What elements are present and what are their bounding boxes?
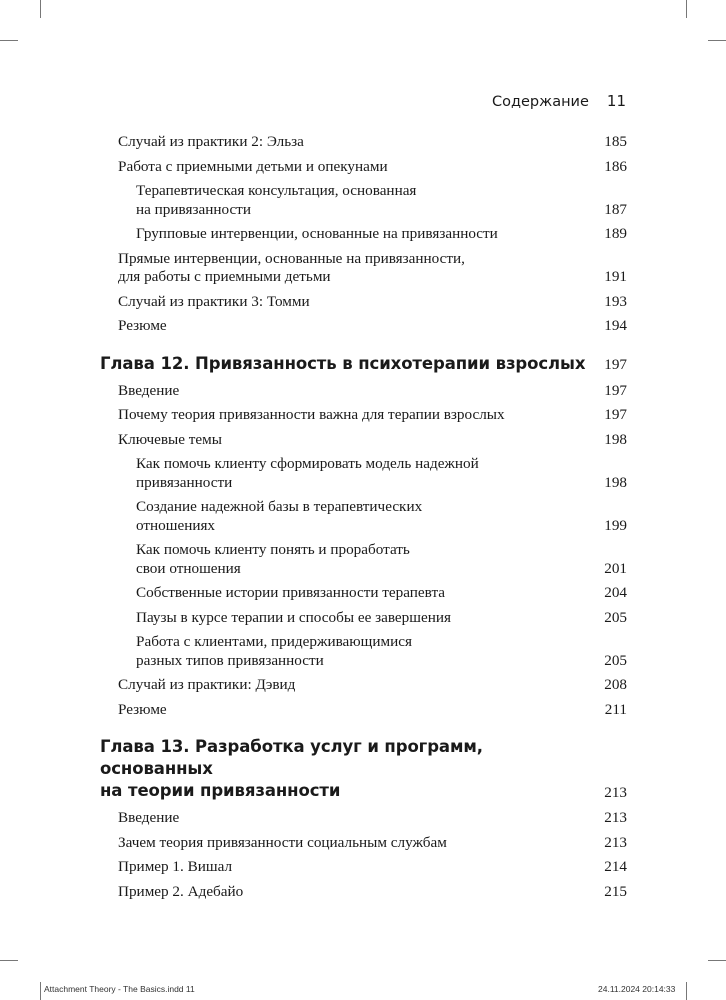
toc-entry-page: 186 [604, 157, 627, 175]
toc-entry-title: Пример 2. Адебайо [118, 882, 244, 900]
toc-entry[interactable] [100, 829, 627, 854]
toc-entry-title: Введение [118, 381, 180, 399]
toc-entry-page: 213 [604, 833, 627, 851]
crop-mark [708, 960, 726, 961]
toc-entry-page: 201 [604, 559, 627, 577]
toc-entry[interactable] [100, 377, 627, 402]
toc-chapter-entry[interactable] [100, 337, 627, 377]
toc-entry[interactable] [100, 312, 627, 337]
toc-entry-page: 205 [604, 651, 627, 669]
toc-entry[interactable] [100, 878, 627, 903]
toc-entry-page: 205 [604, 608, 627, 626]
toc-entry-title: Работа с приемными детьми и опекунами [118, 157, 388, 175]
toc-entry-page: 187 [604, 200, 627, 218]
toc-entry-title: Глава 12. Привязанность в психотерапии взрослых [100, 353, 586, 373]
toc-entry-title: Прямые интервенции, основанные на привязанности, для работы с приемными детьми [118, 249, 465, 285]
toc-entry[interactable] [100, 579, 627, 604]
toc-entry-title: Резюме [118, 317, 167, 334]
footer-timestamp: 24.11.2024 20:14:33 [598, 984, 676, 994]
toc-entry-title: Почему теория привязанности важна для терапии взрослых [118, 406, 505, 423]
toc-entry-title: Как помочь клиенту понять и проработать свои отношения [136, 541, 410, 577]
toc-entry[interactable] [100, 220, 627, 245]
toc-entry-page: 214 [604, 858, 627, 875]
toc-entry-page: 185 [604, 133, 627, 150]
toc-entry[interactable] [100, 804, 627, 829]
toc-entry[interactable] [100, 536, 627, 579]
crop-mark [686, 982, 687, 1000]
toc-entry-page: 204 [604, 584, 627, 601]
crop-mark [708, 40, 726, 41]
toc-entry[interactable] [100, 245, 627, 288]
crop-mark [40, 982, 41, 1000]
running-head [492, 92, 626, 110]
toc-entry-title: Собственные истории привязанности терапевта [136, 584, 446, 601]
toc-entry[interactable] [100, 426, 627, 451]
toc-entry-title: Случай из практики: Дэвид [118, 676, 296, 693]
toc-entry-title: Случай из практики 3: Томми [118, 292, 310, 310]
toc-entry-page: 211 [604, 700, 627, 718]
toc-entry[interactable] [100, 853, 627, 878]
toc-entry[interactable] [100, 450, 627, 493]
toc-entry-title: Пример 1. Вишал [118, 858, 233, 875]
toc-entry[interactable] [100, 696, 627, 721]
toc-entry-title: Групповые интервенции, основанные на привязанности [136, 225, 498, 242]
toc-entry-title: Терапевтическая консультация, основанная на привязанности [136, 182, 417, 218]
toc-entry-page: 197 [604, 381, 627, 399]
toc-entry[interactable] [100, 671, 627, 696]
toc-chapter-entry[interactable] [100, 720, 627, 804]
toc-entry-page: 194 [604, 317, 627, 334]
toc-entry-page: 213 [604, 809, 627, 826]
toc-entry-page: 197 [604, 356, 627, 373]
toc-entry-page: 208 [604, 676, 627, 693]
toc-entry-page: 199 [604, 516, 627, 534]
toc-entry-title: Глава 13. Разработка услуг и программ, основанных на теории привязанности [100, 737, 483, 800]
toc-entry-page: 213 [604, 783, 627, 801]
toc-entry-title: Случай из практики 2: Эльза [118, 133, 304, 150]
toc-entry-title: Работа с клиентами, придерживающимися разных типов привязанности [136, 633, 412, 669]
toc-entry[interactable] [100, 604, 627, 629]
toc-entry-page: 193 [604, 292, 627, 310]
crop-mark [0, 40, 18, 41]
toc-entry-title: Введение [118, 809, 180, 826]
footer-file-name: Attachment Theory - The Basics.indd 11 [44, 984, 195, 994]
toc-entry[interactable] [100, 128, 627, 153]
toc-entry[interactable] [100, 288, 627, 313]
page-number: 11 [606, 92, 626, 110]
running-head-label: Содержание [491, 94, 589, 110]
table-of-contents [100, 128, 627, 902]
toc-entry[interactable] [100, 493, 627, 536]
toc-entry-page: 198 [604, 473, 627, 491]
toc-entry[interactable] [100, 153, 627, 178]
toc-entry-title: Создание надежной базы в терапевтических отношениях [136, 498, 423, 534]
toc-entry-page: 198 [604, 430, 627, 448]
toc-entry-title: Резюме [118, 700, 167, 718]
crop-mark [40, 0, 41, 18]
toc-entry-title: Ключевые темы [118, 430, 222, 448]
toc-entry-page: 189 [604, 225, 627, 242]
toc-entry[interactable] [100, 177, 627, 220]
toc-entry[interactable] [100, 401, 627, 426]
toc-entry-page: 197 [604, 406, 627, 423]
toc-entry-title: Зачем теория привязанности социальным службам [118, 833, 447, 851]
crop-mark [0, 960, 18, 961]
toc-entry-page: 191 [604, 268, 627, 285]
toc-entry-title: Паузы в курсе терапии и способы ее завершения [136, 608, 451, 626]
toc-entry[interactable] [100, 628, 627, 671]
crop-mark [686, 0, 687, 18]
toc-entry-page: 215 [604, 882, 627, 900]
toc-entry-title: Как помочь клиенту сформировать модель надежной привязанности [136, 455, 479, 491]
